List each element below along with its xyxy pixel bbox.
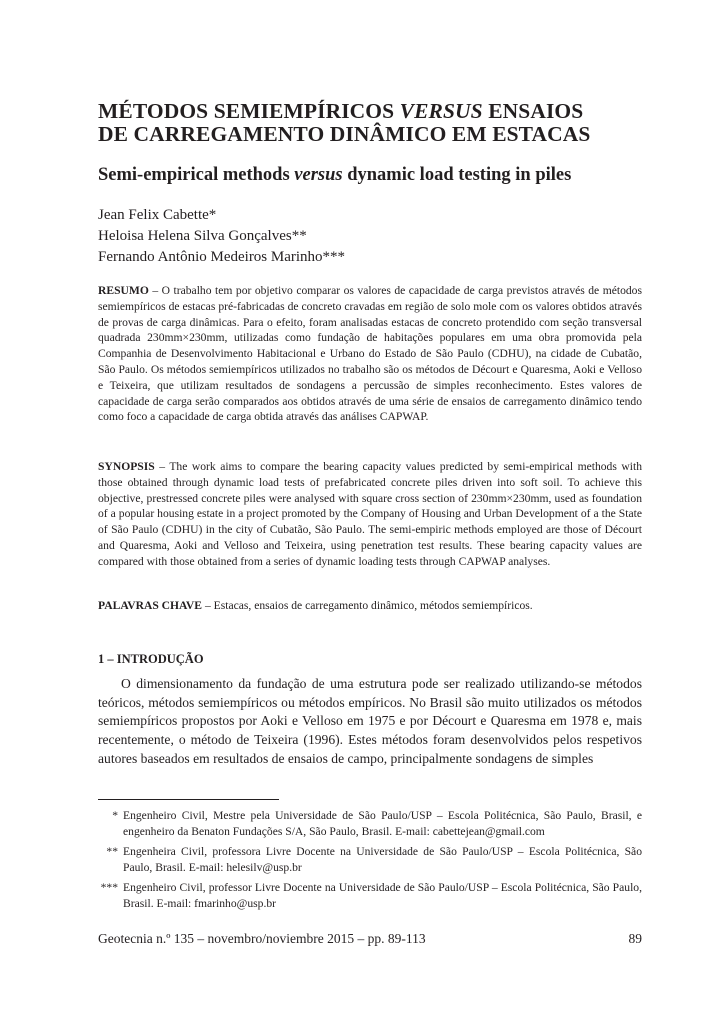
author-list — [98, 205, 638, 268]
resumo-abstract — [98, 283, 642, 425]
paper-subtitle — [98, 164, 638, 186]
footnote-mark: *** — [100, 881, 118, 894]
footnote-mark: ** — [106, 845, 118, 858]
subtitle-part1: Semi-empirical methods — [98, 165, 295, 185]
footnote-divider — [98, 799, 279, 800]
resumo-text: – O trabalho tem por objetivo comparar os valores de capacidade de carga previstos através de métodos semiempíricos de estacas pré-fabricadas de concreto cravadas em região de solo mole com os valores obtidos através de provas de carga dinâmicas. Para o efeito, foram analisadas estacas de concreto protendido com seção transversal quadrada 230mm×230mm, utilizadas como fundação de habitações populares em uma obra promovida pela Companhia de Desenvolvimento Habitacional e Urbano do Estado de São Paulo (CDHU), na cidade de Cubatão, São Paulo. Os métodos semiempíricos utilizados no trabalho são os métodos de Décourt e Quaresma, Aoki e Velloso e Teixeira, que utilizam resultados de sondagens a percussão de simples reconhecimento. Estes valores de capacidade de carga serão comparados aos obtidos através de uma série de ensaios de carregamento dinâmico tendo como foco a capacidade de carga obtida através das análises CAPWAP. — [98, 284, 642, 424]
footnote-text: Engenheiro Civil, Mestre pela Universidade de São Paulo/USP – Escola Politécnica, São Paulo, Brasil, e engenheiro da Benaton Fundações S/A, São Paulo, Brasil. E-mail: cabettejean@gmail.com — [123, 809, 642, 838]
footnote-mark: * — [112, 809, 118, 822]
paper-title — [98, 100, 638, 146]
synopsis-abstract — [98, 459, 642, 570]
footnote-text: Engenheiro Civil, professor Livre Docente na Universidade de São Paulo/USP – Escola Politécnica, São Paulo, Brasil. E-mail: fmarinho@usp.br — [123, 881, 642, 910]
footnote — [98, 844, 642, 875]
author-name: Jean Felix Cabette* — [98, 207, 217, 223]
page-number: 89 — [628, 931, 642, 946]
footnote — [98, 880, 642, 911]
author-name: Fernando Antônio Medeiros Marinho*** — [98, 249, 346, 265]
subtitle-versus: versus — [294, 165, 343, 185]
footnote-text: Engenheira Civil, professora Livre Docente na Universidade de São Paulo/USP – Escola Politécnica, São Paulo, Brasil. E-mail: helesilv@usp.br — [123, 845, 642, 874]
synopsis-label: SYNOPSIS — [98, 460, 155, 473]
subtitle-part2: dynamic load testing in piles — [342, 165, 572, 185]
body-paragraph: O dimensionamento da fundação de uma estrutura pode ser realizado utilizando-se métodos teóricos, métodos semiempíricos ou métodos empíricos. No Brasil são muito utilizados os métodos semiempíricos propostos por Aoki e Velloso em 1975 e por Décourt e Quaresma em 1978 e, mais recentemente, o método de Teixeira (1996). Estes métodos foram desenvolvidos pelos respetivos autores baseados em resultados de ensaios de campo, principalmente sondagens de simples — [98, 676, 642, 766]
keywords — [98, 598, 642, 614]
synopsis-text: – The work aims to compare the bearing capacity values predicted by semi-empirical methods with those obtained through dynamic load tests of prefabricated concrete piles driven into soft soil. To achieve this objective, prestressed concrete piles were analysed with square cross section of 230mm×230mm, used as foundation of a popular housing estate in a project promoted by the Company of Housing and Urban Development of a the State of São Paulo (CDHU) in the city of Cubatão, São Paulo. The semi-empiric methods employed are those of Décourt and Quaresma, Aoki and Velloso and Teixeira, using penetration test results. These bearing capacity values are compared with those obtained from a series of dynamic loading tests through CAPWAP analyses. — [98, 460, 642, 568]
section-heading: 1 – INTRODUÇÃO — [98, 652, 204, 666]
author-name: Heloisa Helena Silva Gonçalves** — [98, 228, 307, 244]
title-line2: DE CARREGAMENTO DINÂMICO EM ESTACAS — [98, 122, 591, 146]
title-part1: MÉTODOS SEMIEMPÍRICOS — [98, 99, 400, 123]
footnote — [98, 808, 642, 839]
journal-footer: Geotecnia n.º 135 – novembro/noviembre 2015 – pp. 89-113 — [98, 931, 426, 946]
keywords-text: – Estacas, ensaios de carregamento dinâmico, métodos semiempíricos. — [202, 599, 533, 612]
footnotes — [98, 808, 642, 916]
resumo-label: RESUMO — [98, 284, 149, 297]
title-versus: VERSUS — [399, 99, 483, 123]
title-part2: ENSAIOS — [482, 99, 584, 123]
keywords-label: PALAVRAS CHAVE — [98, 599, 203, 612]
